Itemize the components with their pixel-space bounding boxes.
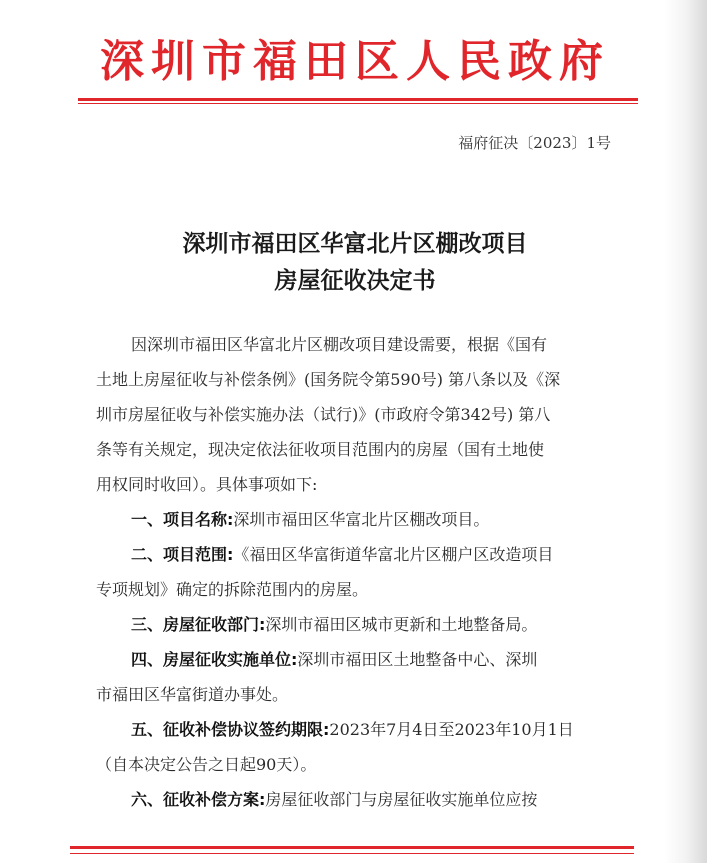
document-title-line-2: 房屋征收决定书: [274, 267, 436, 294]
header-divider-thick: [78, 98, 638, 101]
footer-divider-thin: [70, 853, 634, 854]
document-number: 福府征决〔2023〕1号: [458, 134, 611, 152]
item-text-continued: 专项规划》确定的拆除范围内的房屋。: [96, 580, 369, 599]
item-label: 一、项目名称:: [131, 510, 234, 529]
item-project-scope: [131, 544, 553, 566]
item-text: 深圳市福田区城市更新和土地整备局。: [265, 615, 538, 634]
item-label: 四、房屋征收实施单位:: [131, 650, 298, 669]
item-signing-period: [131, 719, 574, 741]
intro-line: 土地上房屋征收与补偿条例》(国务院令第590号) 第八条以及《深: [96, 370, 561, 389]
item-text: 房屋征收部门与房屋征收实施单位应按: [265, 790, 538, 809]
item-implementing-unit: [131, 649, 537, 671]
item-text-continued: （自本决定公告之日起90天）。: [96, 755, 317, 774]
header-divider-thin: [78, 103, 638, 104]
item-text: 2023年7月4日至2023年10月1日: [329, 720, 574, 739]
item-text: 深圳市福田区土地整备中心、深圳: [297, 650, 538, 669]
footer-divider-thick: [70, 846, 634, 849]
intro-line: 条等有关规定，现决定依法征收项目范围内的房屋（国有土地使: [96, 440, 545, 459]
intro-line: 用权同时收回）。具体事项如下:: [96, 475, 318, 494]
intro-line: 圳市房屋征收与补偿实施办法（试行)》(市政府令第342号) 第八: [96, 405, 551, 424]
document-title-line-1: 深圳市福田区华富北片区棚改项目: [182, 230, 528, 257]
item-project-name: [131, 509, 489, 531]
item-text: 深圳市福田区华富北片区棚改项目。: [233, 510, 490, 529]
intro-line: 因深圳市福田区华富北片区棚改项目建设需要，根据《国有: [131, 335, 548, 354]
item-compensation-plan: [131, 789, 537, 811]
item-label: 六、征收补偿方案:: [131, 790, 266, 809]
item-text-continued: 市福田区华富街道办事处。: [96, 685, 289, 704]
item-label: 二、项目范围:: [131, 545, 234, 564]
item-expropriation-department: [131, 614, 537, 636]
item-label: 五、征收补偿协议签约期限:: [131, 720, 330, 739]
item-text: 《福田区华富街道华富北片区棚户区改造项目: [233, 545, 554, 564]
item-label: 三、房屋征收部门:: [131, 615, 266, 634]
issuer-header: 深圳市福田区人民政府: [100, 36, 610, 87]
